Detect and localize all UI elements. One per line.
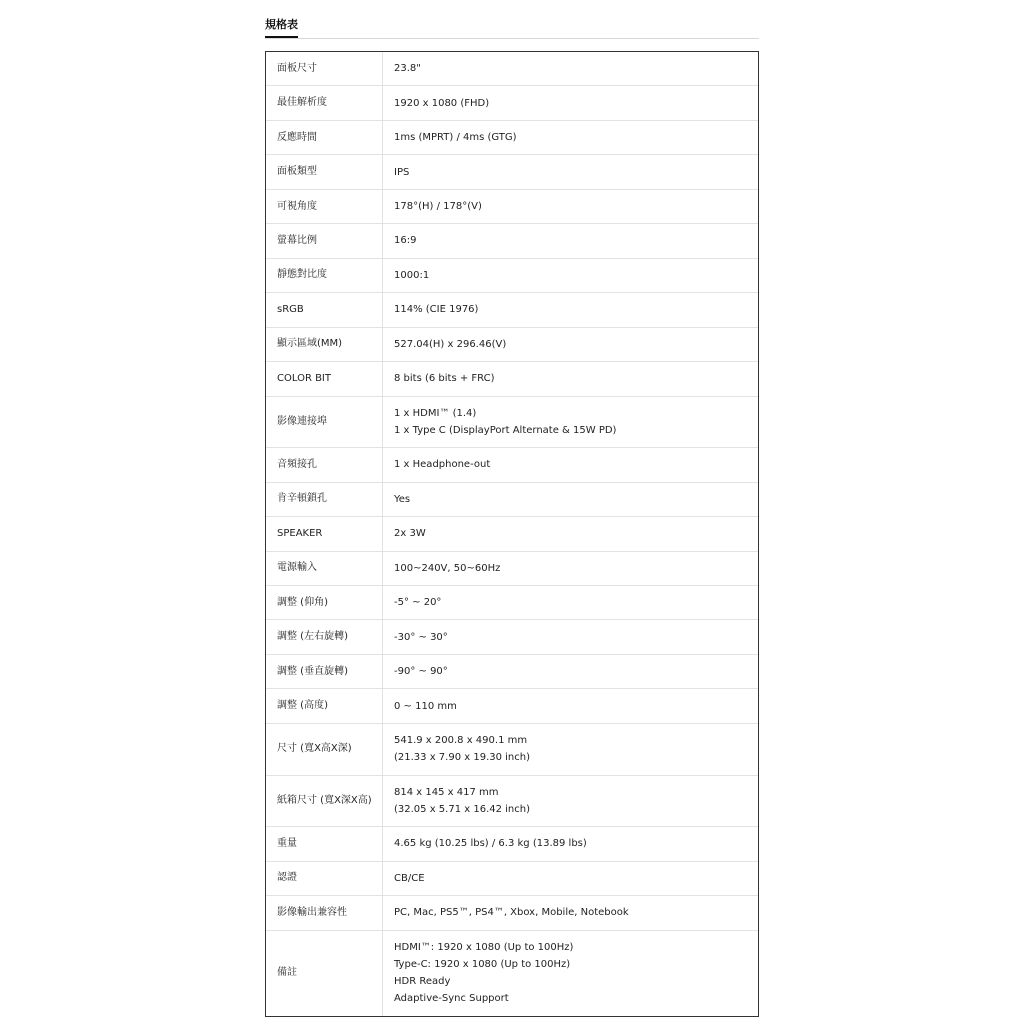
spec-value-line: 527.04(H) x 296.46(V) — [394, 338, 507, 350]
spec-label: 備註 — [266, 931, 383, 1016]
spec-value — [383, 689, 758, 722]
spec-value-line: 178°(H) / 178°(V) — [394, 201, 482, 213]
spec-value — [383, 155, 758, 188]
spec-value — [383, 328, 758, 361]
spec-label: SPEAKER — [266, 517, 383, 550]
spec-value — [383, 397, 758, 448]
spec-value-line: Adaptive-Sync Support — [394, 993, 509, 1005]
spec-label: 靜態對比度 — [266, 259, 383, 292]
spec-value — [383, 448, 758, 481]
spec-value — [383, 931, 758, 1016]
spec-value — [383, 620, 758, 653]
spec-value-line: 23.8" — [394, 63, 421, 75]
spec-value — [383, 259, 758, 292]
spec-label: 尺寸 (寬X高X深) — [266, 724, 383, 775]
spec-row — [266, 362, 758, 396]
spec-value-line: PC, Mac, PS5™, PS4™, Xbox, Mobile, Notebook — [394, 907, 629, 919]
spec-value-line: 814 x 145 x 417 mm — [394, 786, 499, 798]
spec-table — [265, 51, 759, 1017]
spec-row — [266, 620, 758, 654]
spec-label: COLOR BIT — [266, 362, 383, 395]
spec-label: 反應時間 — [266, 121, 383, 154]
spec-value-line: CB/CE — [394, 872, 425, 884]
spec-value — [383, 517, 758, 550]
spec-value-line: 4.65 kg (10.25 lbs) / 6.3 kg (13.89 lbs) — [394, 838, 587, 850]
spec-value-line: 1000:1 — [394, 269, 430, 281]
spec-label: sRGB — [266, 293, 383, 326]
spec-value-line: 1920 x 1080 (FHD) — [394, 97, 490, 109]
spec-row — [266, 293, 758, 327]
spec-row — [266, 224, 758, 258]
spec-row — [266, 155, 758, 189]
spec-value — [383, 586, 758, 619]
spec-row — [266, 259, 758, 293]
spec-row — [266, 896, 758, 930]
spec-row — [266, 862, 758, 896]
spec-value-line: -5° ~ 20° — [394, 597, 442, 609]
spec-value — [383, 827, 758, 860]
spec-value-line: 2x 3W — [394, 528, 426, 540]
spec-value-line: 100~240V, 50~60Hz — [394, 562, 501, 574]
spec-label: 調整 (垂直旋轉) — [266, 655, 383, 688]
spec-label: 螢幕比例 — [266, 224, 383, 257]
spec-value-line: 1 x Headphone-out — [394, 459, 491, 471]
spec-value — [383, 552, 758, 585]
spec-label: 音頻接孔 — [266, 448, 383, 481]
spec-row — [266, 724, 758, 776]
spec-row — [266, 776, 758, 828]
spec-label: 面板尺寸 — [266, 52, 383, 85]
spec-row — [266, 827, 758, 861]
spec-value-line: Type-C: 1920 x 1080 (Up to 100Hz) — [394, 959, 571, 971]
spec-value — [383, 655, 758, 688]
spec-value-line: (32.05 x 5.71 x 16.42 inch) — [394, 803, 531, 815]
spec-value — [383, 483, 758, 516]
spec-row — [266, 517, 758, 551]
spec-row — [266, 52, 758, 86]
spec-label: 面板類型 — [266, 155, 383, 188]
spec-label: 認證 — [266, 862, 383, 895]
spec-value-line: 1ms (MPRT) / 4ms (GTG) — [394, 132, 517, 144]
spec-value-line: 541.9 x 200.8 x 490.1 mm — [394, 735, 528, 747]
spec-row — [266, 397, 758, 449]
spec-row — [266, 483, 758, 517]
spec-value — [383, 52, 758, 85]
spec-row — [266, 121, 758, 155]
page-title: 規格表 — [265, 18, 298, 38]
spec-label: 調整 (左右旋轉) — [266, 620, 383, 653]
spec-value — [383, 862, 758, 895]
spec-label: 調整 (仰角) — [266, 586, 383, 619]
title-bar — [265, 14, 759, 39]
spec-value-line: 114% (CIE 1976) — [394, 304, 479, 316]
spec-value — [383, 724, 758, 775]
spec-value — [383, 86, 758, 119]
spec-label: 影像連接埠 — [266, 397, 383, 448]
spec-value — [383, 190, 758, 223]
spec-row — [266, 586, 758, 620]
spec-value — [383, 224, 758, 257]
spec-value — [383, 121, 758, 154]
spec-value-line: HDR Ready — [394, 976, 451, 988]
spec-label: 顯示區域(MM) — [266, 328, 383, 361]
spec-row — [266, 328, 758, 362]
spec-value-line: -30° ~ 30° — [394, 631, 448, 643]
spec-value — [383, 776, 758, 827]
spec-label: 影像輸出兼容性 — [266, 896, 383, 929]
spec-row — [266, 190, 758, 224]
spec-value-line: 8 bits (6 bits + FRC) — [394, 373, 495, 385]
spec-row — [266, 655, 758, 689]
spec-label: 可視角度 — [266, 190, 383, 223]
spec-value-line: (21.33 x 7.90 x 19.30 inch) — [394, 752, 531, 764]
spec-value-line: -90° ~ 90° — [394, 666, 448, 678]
spec-label: 調整 (高度) — [266, 689, 383, 722]
spec-label: 最佳解析度 — [266, 86, 383, 119]
spec-value-line: 16:9 — [394, 235, 417, 247]
spec-label: 肯辛頓鎖孔 — [266, 483, 383, 516]
spec-value — [383, 293, 758, 326]
spec-row — [266, 552, 758, 586]
spec-value-line: 1 x Type C (DisplayPort Alternate & 15W PD) — [394, 424, 617, 436]
spec-value — [383, 896, 758, 929]
spec-label: 紙箱尺寸 (寬X深X高) — [266, 776, 383, 827]
spec-label: 重量 — [266, 827, 383, 860]
spec-value-line: Yes — [394, 493, 411, 505]
spec-value-line: HDMI™: 1920 x 1080 (Up to 100Hz) — [394, 942, 574, 954]
spec-value-line: 1 x HDMI™ (1.4) — [394, 407, 477, 419]
spec-row — [266, 931, 758, 1016]
spec-row — [266, 689, 758, 723]
spec-value — [383, 362, 758, 395]
spec-row — [266, 448, 758, 482]
spec-value-line: 0 ~ 110 mm — [394, 700, 457, 712]
spec-value-line: IPS — [394, 166, 410, 178]
spec-label: 電源輸入 — [266, 552, 383, 585]
spec-row — [266, 86, 758, 120]
